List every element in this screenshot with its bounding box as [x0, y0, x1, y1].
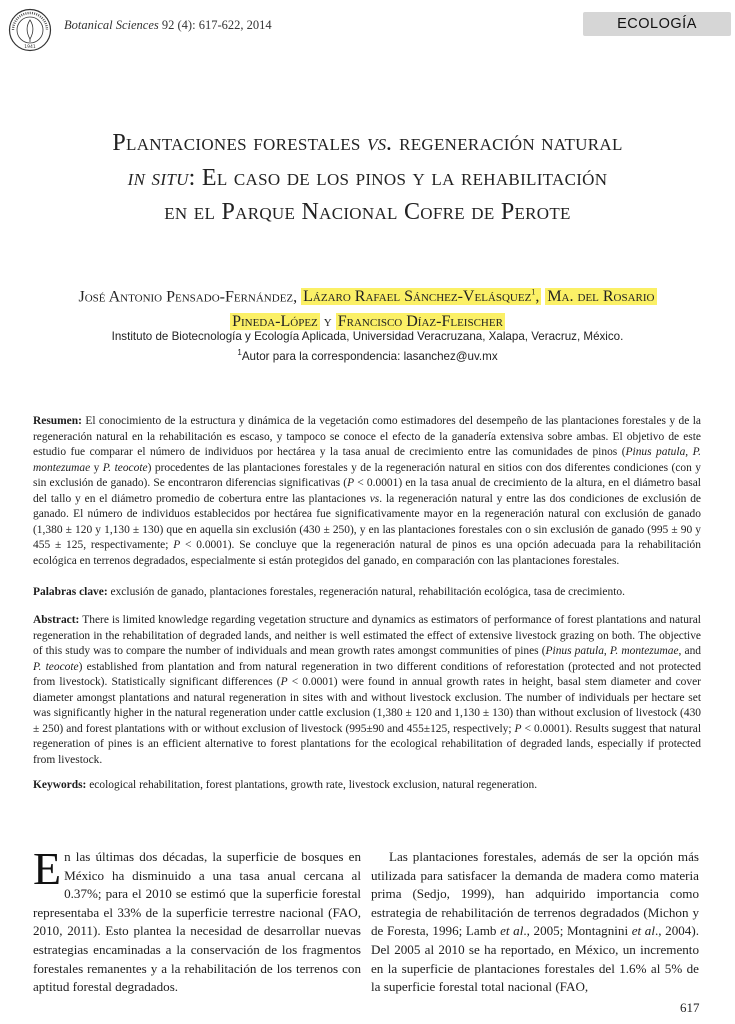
- page-number: 617: [680, 1000, 700, 1015]
- institute: Instituto de Biotecnología y Ecología Aplicada, Universidad Veracruzana, Xalapa, Veracruz, México.: [111, 330, 624, 343]
- paper-title: Plantaciones forestales vs. regeneración natural in situ: El caso de los pinos y la rehabilitación en el Parque Nacional Cofre de Perote: [112, 130, 623, 225]
- author-1: José Antonio Pensado-Fernández,: [78, 288, 298, 306]
- resumen-label: Resumen:: [33, 415, 82, 427]
- abstract-label: Abstract:: [33, 614, 80, 626]
- resumen-paragraph: Resumen: El conocimiento de la estructura y dinámica de la vegetación como estimadores del desempeño de las plantaciones forestales y de la regeneración natural en la rehabilitación es escaso, y tampoco se conoce el efecto de la ganadería extensiva sobre ambas. El objetivo de este estudio fue comparar el número de individuos por hectárea y la tasa anual de crecimiento entre las comunidades de pinos (Pinus patula, P. montezumae y P. teocote) procedentes de las plantaciones forestales y de la regeneración natural en sitios con dos diferentes condiciones (con y sin exclusión de ganado). Se encontraron diferencias significativas (P < 0.0001) en la tasa anual de crecimiento de la altura, en el diámetro basal del tallo y en el diámetro promedio de cobertura entre las plantaciones vs. la regeneración natural y entre las dos condiciones de exclusión de ganado. El número de individuos establecidos por hectárea fue significativamente mayor en la regeneración natural con exclusión de ganado (1,380 ± 120 y 1,130 ± 130) que en aquella sin exclusión (430 ± 250), y en las plantaciones forestales con o sin exclusión de ganado (995 ± 90 y 455 ± 125, respectivamente; P < 0.0001). Se concluye que la regeneración natural de pinos es una opción adecuada para la rehabilitación ecológica en terrenos degradados, especialmente si están protegidos del ganado, en comparación con las plantaciones forestales.: [33, 415, 702, 567]
- author-3: Ma. del Rosario: [547, 288, 655, 306]
- section-tag: ECOLOGÍA: [583, 12, 731, 36]
- palabras-label: Palabras clave:: [33, 586, 108, 598]
- journal-name: Botanical Sciences: [64, 18, 159, 32]
- affiliation: [30, 329, 705, 365]
- citation-details: 92 (4): 617-622, 2014: [161, 18, 272, 32]
- drop-cap: E: [33, 843, 62, 894]
- keywords: Keywords: ecological rehabilitation, forest plantations, growth rate, livestock exclusion, natural regeneration.: [33, 779, 538, 791]
- author-3-surname: Pineda-López: [232, 313, 318, 331]
- society-seal-logo: [8, 8, 52, 52]
- palabras-clave: Palabras clave: exclusión de ganado, plantaciones forestales, regeneración natural, rehabilitación ecológica, tasa de crecimiento.: [33, 586, 625, 598]
- journal-citation: [64, 18, 272, 33]
- author-2: Lázaro Rafael Sánchez-Velásquez$^1$,: [303, 288, 540, 306]
- correspondence: $^1$Autor para la correspondencia: lasanchez@uv.mx: [237, 348, 498, 363]
- svg-text:1941: 1941: [24, 45, 36, 50]
- author-4: Francisco Díaz-Fleischer: [337, 313, 503, 331]
- abstract-paragraph: Abstract: There is limited knowledge regarding vegetation structure and dynamics as estimators of performance of forest plantations and natural regeneration in the rehabilitation of degraded lands, and neither is well estimated the effect of extensive livestock grazing on both. The objective of this study was to compare the number of individuals and mean growth rates amongst communities of pines (Pinus patula, P. montezumae, and P. teocote) established from plantation and from natural regeneration in two different conditions of reforestation (protected and not protected from livestock). Statistically significant differences (P < 0.0001) were found in annual growth rates in height, basal stem diameter and cover diameter amongst plantations and natural regeneration in sites with and without livestock exclusion. The number of individuals per hectare set was significantly higher in the natural regeneration under cattle exclusion (1,380 ± 120 and 1,130 ± 130) than without exclusion of livestock (430 ± 250) and forest plantations with or without exclusion of livestock (995±90 and 455±125, respectively; P < 0.0001). Results suggest that natural regeneration of pines is an efficient alternative to forest plantations for the ecological rehabilitation of degraded lands, especially if protected from livestock.: [33, 614, 702, 766]
- body-column-left: En las últimas dos décadas, la superficie de bosques en México ha disminuido a una tasa anual cercana al 0.37%; para el 2010 se estimó que la superficie forestal representaba el 33% de la superficie terrestre nacional (FAO, 2010, 2011). Esto plantea la necesidad de desarrollar nuevas estrategias encaminadas a la conservación de los fragmentos forestales remanentes y a la rehabilitación de los terrenos con aptitud forestal degradados.: [33, 843, 361, 995]
- keywords-label: Keywords:: [33, 779, 87, 791]
- author-conjunction: y: [323, 313, 332, 331]
- author-list: [30, 280, 705, 334]
- body-column-right: Las plantaciones forestales, además de ser la opción más utilizada para satisfacer la demanda de madera como materia prima (Sedjo, 1999), han adquirido importancia como estrategia de rehabilitación de terrenos degradados (Michon y de Foresta, 1996; Lamb et al., 2005; Montagnini et al., 2004). Del 2005 al 2010 se ha reportado, en México, un incremento en la superficie de plantaciones forestales del 1.6% al 5% de la superficie forestal total nacional (FAO,: [371, 849, 699, 995]
